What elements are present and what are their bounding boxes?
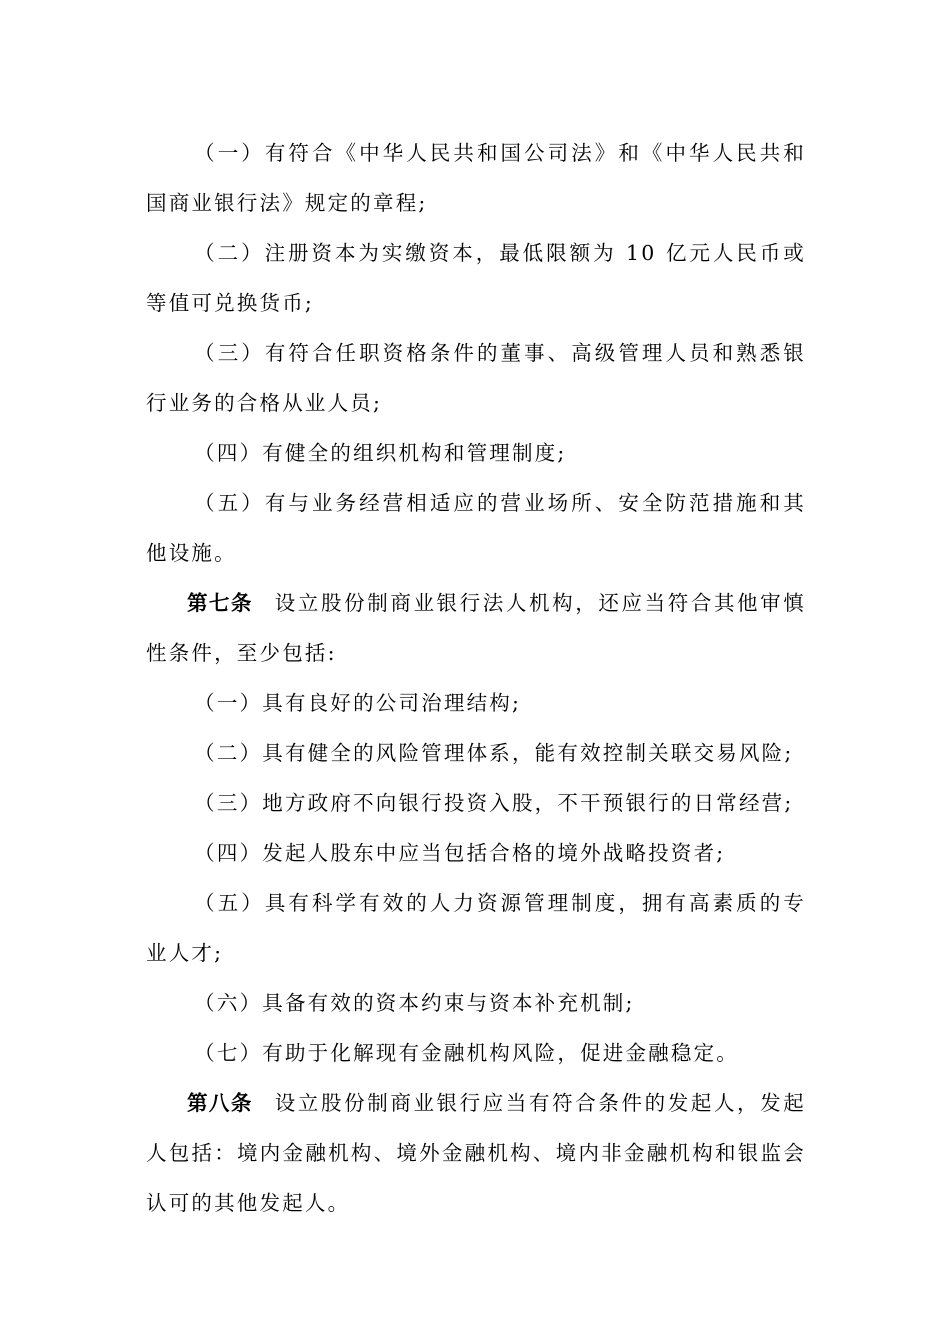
- clause-item: （五）具有科学有效的人力资源管理制度，拥有高素质的专业人才;: [146, 891, 806, 965]
- article-body: 设立股份制商业银行法人机构，还应当符合其他审慎性条件，至少包括:: [146, 591, 806, 665]
- clause-item: （二）具有健全的风险管理体系，能有效控制关联交易风险;: [194, 741, 794, 765]
- clause-item: （三）地方政府不向银行投资入股，不干预银行的日常经营;: [194, 791, 794, 815]
- article-heading: 第七条: [187, 591, 253, 615]
- article-body: 设立股份制商业银行应当有符合条件的发起人，发起人包括：境内金融机构、境外金融机构、境内非金融机构和银监会认可的其他发起人。: [146, 1091, 806, 1215]
- article-8: [146, 1078, 806, 1228]
- article-7: [146, 578, 806, 678]
- clause-item: （三）有符合任职资格条件的董事、高级管理人员和熟悉银行业务的合格从业人员;: [146, 341, 806, 415]
- clause-item: （二）注册资本为实缴资本，最低限额为 10 亿元人民币或等值可兑换货币;: [146, 241, 806, 315]
- clause-item: （一）具有良好的公司治理结构;: [194, 691, 522, 715]
- clause-item: （一）有符合《中华人民共和国公司法》和《中华人民共和国商业银行法》规定的章程;: [146, 141, 806, 215]
- document-page: [146, 128, 806, 1228]
- clause-item: （七）有助于化解现有金融机构风险，促进金融稳定。: [194, 1041, 739, 1065]
- article-heading: 第八条: [187, 1091, 253, 1115]
- clause-item: （四）有健全的组织机构和管理制度;: [194, 441, 567, 465]
- clause-item: （五）有与业务经营相适应的营业场所、安全防范措施和其他设施。: [146, 491, 806, 565]
- clause-item: （四）发起人股东中应当包括合格的境外战略投资者;: [194, 841, 726, 865]
- clause-item: （六）具备有效的资本约束与资本补充机制;: [194, 991, 635, 1015]
